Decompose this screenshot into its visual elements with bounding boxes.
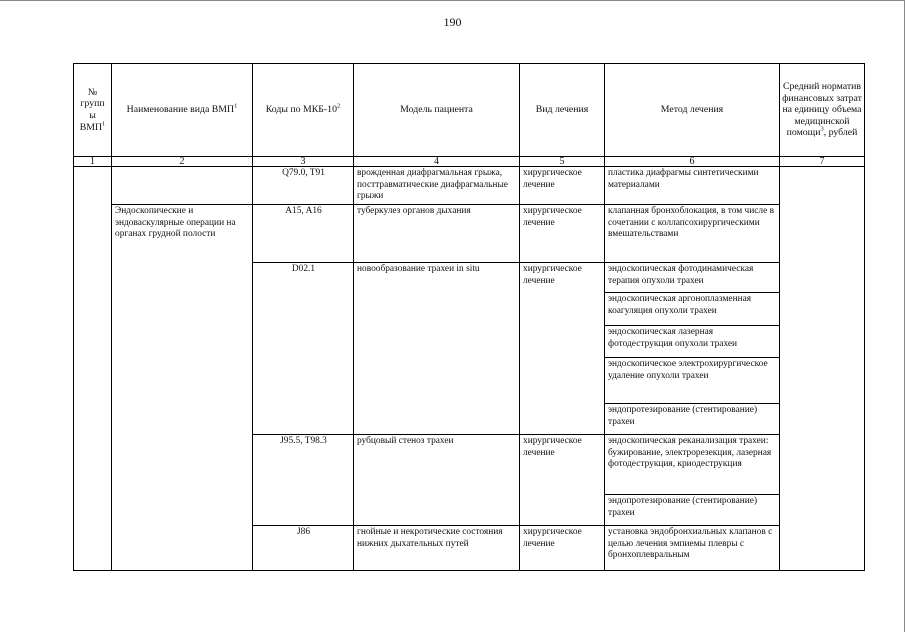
treatment-type-cell: хирургическое лечение <box>520 263 605 435</box>
treatment-method-cell: эндоскопическое электрохирургическое удаление опухоли трахеи <box>605 358 780 404</box>
icd-code-cell: D02.1 <box>253 263 354 435</box>
treatment-type-cell: хирургическое лечение <box>520 167 605 205</box>
icd-code-cell: A15, A16 <box>253 205 354 263</box>
column-number: 6 <box>605 157 780 167</box>
vmp-name-cell: Эндоскопические и эндоваскулярные операции на органах грудной полости <box>112 205 253 571</box>
vmp-name-cell-empty <box>112 167 253 205</box>
cost-norm-cell <box>780 167 865 571</box>
column-number: 3 <box>253 157 354 167</box>
treatment-method-cell: эндоскопическая реканализация трахеи: бужирование, электрорезекция, лазерная фотодеструкция, криодеструкция <box>605 435 780 495</box>
table-header-row <box>74 64 865 157</box>
patient-model-cell: гнойные и некротические состояния нижних дыхательных путей <box>354 526 520 571</box>
patient-model-cell: новообразование трахеи in situ <box>354 263 520 435</box>
treatment-type-cell: хирургическое лечение <box>520 435 605 526</box>
header-patient-model: Модель пациента <box>354 64 520 157</box>
treatment-method-cell: эндопротезирование (стентирование) трахеи <box>605 404 780 435</box>
column-number: 4 <box>354 157 520 167</box>
header-treatment-type: Вид лечения <box>520 64 605 157</box>
header-vmp-name: Наименование вида ВМП$^1$ <box>112 64 253 157</box>
patient-model-cell: туберкулез органов дыхания <box>354 205 520 263</box>
header-group-number: № групп ы ВМП$^1$ <box>74 64 112 157</box>
column-number: 7 <box>780 157 865 167</box>
treatment-type-cell: хирургическое лечение <box>520 526 605 571</box>
icd-code-cell: Q79.0, T91 <box>253 167 354 205</box>
treatment-method-cell: эндопротезирование (стентирование) трахеи <box>605 495 780 526</box>
treatment-method-cell: пластика диафрагмы синтетическими материалами <box>605 167 780 205</box>
column-numbers-row <box>74 157 865 167</box>
treatment-method-cell: эндоскопическая фотодинамическая терапия опухоли трахеи <box>605 263 780 293</box>
table-row <box>74 167 865 205</box>
treatment-method-cell: эндоскопическая аргоноплазменная коагуляция опухоли трахеи <box>605 293 780 326</box>
treatment-type-cell: хирургическое лечение <box>520 205 605 263</box>
patient-model-cell: рубцовый стеноз трахеи <box>354 435 520 526</box>
page-frame-top <box>0 0 905 1</box>
header-cost-norm: Средний норматив финансовых затрат на единицу объема медицинской помощи$^3$, рублей <box>780 64 865 157</box>
table-row <box>74 205 865 263</box>
header-icd-codes: Коды по МКБ-$10^2$ <box>253 64 354 157</box>
treatment-method-cell: установка эндобронхиальных клапанов с целью лечения эмпиемы плевры с бронхоплевральным <box>605 526 780 571</box>
icd-code-cell: J95.5, T98.3 <box>253 435 354 526</box>
patient-model-cell: врожденная диафрагмальная грыжа, посттравматические диафрагмальные грыжи <box>354 167 520 205</box>
page-number: 190 <box>443 15 462 29</box>
column-number: 5 <box>520 157 605 167</box>
header-treatment-method: Метод лечения <box>605 64 780 157</box>
column-number: 1 <box>74 157 112 167</box>
vmp-table <box>73 63 865 571</box>
treatment-method-cell: эндоскопическая лазерная фотодеструкция опухоли трахеи <box>605 326 780 358</box>
icd-code-cell: J86 <box>253 526 354 571</box>
treatment-method-cell: клапанная бронхоблокация, в том числе в сочетании с коллапсохирургическими вмешательствами <box>605 205 780 263</box>
column-number: 2 <box>112 157 253 167</box>
group-number-cell <box>74 167 112 571</box>
